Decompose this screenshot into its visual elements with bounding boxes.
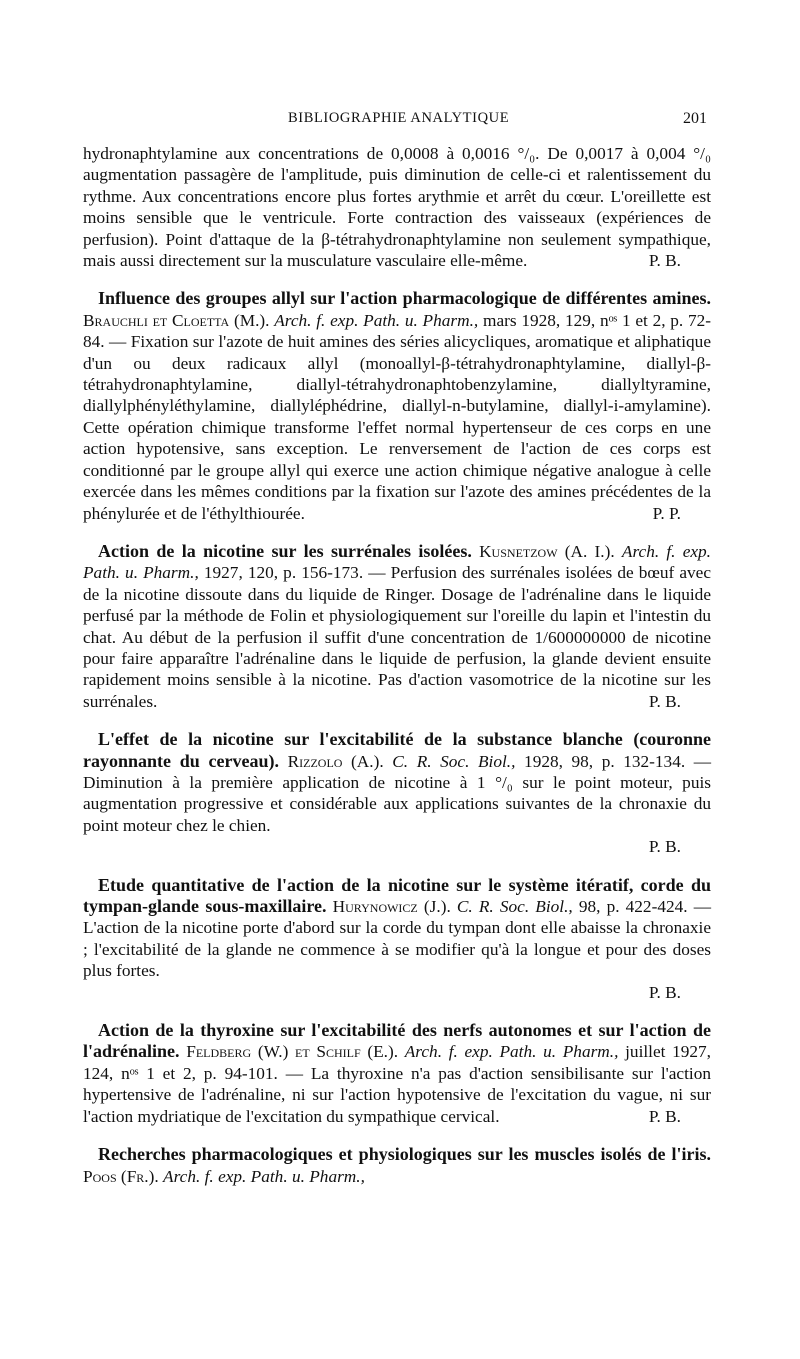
entry-title: L'effet de la nicotine sur l'excitabilité de la substance blanche (couronne rayonnante du cerveau). — [83, 729, 711, 771]
entry-source: C. R. Soc. Biol., — [456, 897, 573, 917]
entry-body — [83, 288, 711, 523]
entry-authors: Rizzolo (A.). — [287, 751, 384, 771]
entry-authors: Feldberg (W.) et Schilf (E.). — [186, 1042, 399, 1062]
entry-source: C. R. Soc. Biol., — [392, 751, 516, 771]
entry-title: Recherches pharmacologiques et physiologiques sur les muscles isolés de l'iris. — [98, 1144, 711, 1165]
entry-thyroxine — [83, 1020, 711, 1127]
entry-citation: 1927, 120, p. 156-173. — [203, 563, 364, 583]
entry-source: Arch. f. exp. Path. u. Pharm., — [83, 541, 711, 583]
entry-body — [83, 1144, 711, 1187]
entry-authors: Brauchli et Cloetta (M.). — [83, 310, 270, 330]
entry-body — [83, 875, 711, 982]
entry-title: Action de la nicotine sur les surrénales isolées. — [98, 540, 472, 561]
entry-citation: juillet 1927, 124, nᵒˢ 1 et 2, p. 94-101. — [83, 1042, 712, 1083]
intro-paragraph — [83, 143, 711, 271]
entry-authors: Kusnetzow (A. I.). — [479, 541, 615, 561]
entry-authors: Poos (Fr.). — [83, 1166, 159, 1186]
intro-signature: P. B. — [648, 251, 681, 271]
entry-signature: P. P. — [652, 503, 681, 523]
entry-title: Influence des groupes allyl sur l'action pharmacologique de différentes amines. — [98, 288, 711, 309]
entry-abstract: — L'action de la nicotine porte d'abord sur la corde du tympan dont elle abaisse la chronaxie ; l'excitabilité de la glande ne commence à se modifier qu'à la longue et pour des doses plus fortes. — [83, 897, 711, 981]
entry-nicotine-surrenales — [83, 541, 711, 712]
entry-citation: mars 1928, 129, nᵒˢ 1 et 2, p. 72-84. — [83, 310, 712, 352]
running-head: BIBLIOGRAPHIE ANALYTIQUE — [288, 110, 510, 126]
entry-abstract: — La thyroxine n'a pas d'action sensibilisante sur l'action hypertensive de l'adrénaline, ni sur l'action hypotensive de l'excitation du vague, ni sur l'action mydriatique de l'excitation du sympathique cervical. — [83, 1063, 711, 1126]
page-header — [0, 108, 800, 132]
entry-source: Arch. f. exp. Path. u. Pharm., — [163, 1166, 365, 1186]
entry-citation: 98, p. 422-424. — [578, 897, 688, 917]
entry-body — [83, 541, 711, 712]
entry-abstract: — Diminution à la première application de nicotine à 1 °/₀ sur le point moteur, puis augmentation progressive et considérable aux applications suivantes de la chronaxie du point moteur chez le chien. — [83, 751, 712, 835]
entry-nicotine-systeme-iteratif — [83, 875, 711, 1003]
entry-signature: P. B. — [648, 837, 681, 857]
entry-iris-muscles — [83, 1144, 711, 1187]
entry-title: Etude quantitative de l'action de la nicotine sur le système itératif, corde du tympan-glande sous-maxillaire. — [83, 874, 711, 917]
page-number: 201 — [683, 110, 707, 127]
page-content — [83, 143, 711, 1204]
intro-text: hydronaphtylamine aux concentrations de 0,0008 à 0,0016 °/₀. De 0,0017 à 0,004 °/₀ augmentation passagère de l'amplitude, puis diminution de celle-ci et ralentissement du rythme. Aux concentrations encore plus fortes arythmie et arrêt du cœur. L'oreillette est moins sensible que le ventricule. Forte contraction des vaisseaux (expériences de perfusion). Point d'attaque de la β-tétrahydronaphtylamine non seulement sympathique, mais aussi directement sur la musculature vasculaire elle-même. — [83, 144, 711, 271]
entry-allyl-amines — [83, 288, 711, 523]
entry-body — [83, 729, 711, 836]
entry-signature: P. B. — [648, 982, 681, 1002]
entry-nicotine-substance-blanche — [83, 729, 711, 857]
entry-abstract: — Perfusion des surrénales isolées de bœuf avec de la nicotine dissoute dans du liquide de Ringer. Dosage de l'adrénaline dans le liquide perfusé par la méthode de Folin et physiologiquement sur l'oreille du lapin et l'intestin du chat. Au début de la perfusion il suffit d'une concentration de 1/600000000 de nicotine pour faire apparaître l'adrénaline dans le liquide de perfusion, la glande devient ensuite rapidement moins sensible à la nicotine. Pas d'action vasomotrice de la nicotine sur les surrénales. — [83, 563, 711, 711]
entry-signature: P. B. — [648, 1106, 681, 1126]
entry-citation: 1928, 98, p. 132-134. — [524, 751, 686, 771]
entry-source: Arch. f. exp. Path. u. Pharm., — [274, 310, 479, 330]
entry-source: Arch. f. exp. Path. u. Pharm., — [404, 1042, 619, 1062]
entry-title: Action de la thyroxine sur l'excitabilité des nerfs autonomes et sur l'action de l'adrénaline. — [83, 1020, 711, 1062]
entry-abstract: — Fixation sur l'azote de huit amines des séries alicycliques, aromatique et aliphatique d'un ou deux radicaux allyl (monoallyl-β-tétrahydronaphtylamine, diallyl-β-tétrahydronaphtylamine, diallyl-tétrahydronaphtobenzylamine, diallyltyramine, diallylphényléthylamine, diallyléphédrine, diallyl-n-butylamine, diallyl-i-amylamine). Cette opération chimique transforme l'effet normal hypertenseur de ces corps en une action hypotensive, sans exception. Le renversement de l'action de ces corps est conditionné par le groupe allyl qui exerce une action chimique négative analogue à celle exercée dans les mêmes conditions par la fixation sur l'azote des amines précédentes de la phénylurée et de l'éthylthiourée. — [83, 332, 711, 523]
entry-signature: P. B. — [648, 691, 681, 711]
entry-authors: Hurynowicz (J.). — [332, 897, 451, 917]
